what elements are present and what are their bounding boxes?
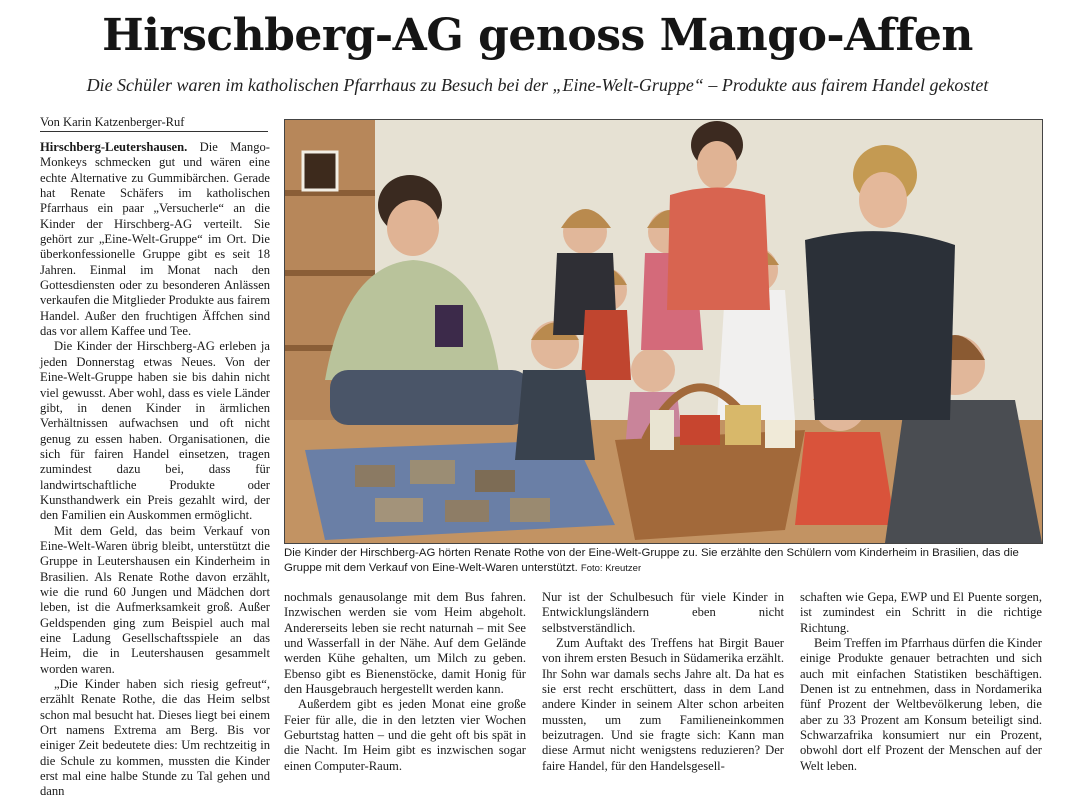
paragraph: nochmals genausolange mit dem Bus fahren. Inzwischen werden sie vom Heim abgeholt. Andererseits leben sie recht naturnah – mit See und Wasserfall in der Nähe. Auf dem Gelände werden Kühe gehalten, um Milch zu geben. Ebenso gibt es Bienenstöcke, damit Honig für den Hausgebrauch hergestellt werden kann. — [284, 590, 526, 697]
article-column-2 — [284, 590, 526, 774]
headline: Hirschberg-AG genoss Mango-Affen — [102, 10, 973, 61]
article-column-4 — [800, 590, 1042, 774]
photo-caption — [284, 546, 1041, 576]
paragraph: Die Kinder der Hirschberg-AG erleben ja jeden Donnerstag etwas Neues. Von der Eine-Welt-Gruppe haben sie bis dahin nicht viel gewusst. Aber wohl, dass es viele Länder gibt, in denen Kinder in ärmlichen Verhältnissen aufwachsen und oft nicht genug zu essen haben. Organisationen, die sich für fairen Handel einsetzen, tragen zumindest dazu bei, dass für landwirtschaftliche Produkte oder Kunsthandwerk ein Preis gezahlt wird, der den Familien ein Auskommen ermöglicht. — [40, 339, 270, 523]
photo-illustration — [285, 120, 1042, 543]
subheadline: Die Schüler waren im katholischen Pfarrhaus zu Besuch bei der „Eine-Welt-Gruppe“ – Produkte aus fairem Handel gekostet — [86, 75, 989, 95]
paragraph — [40, 140, 270, 339]
article-column-1 — [40, 140, 270, 800]
paragraph: Außerdem gibt es jeden Monat eine große Feier für alle, die in den letzten vier Wochen Geburtstag hatten – und die geht oft bis spät in die Nacht. Im Heim gibt es inzwischen sogar einen Computer-Raum. — [284, 697, 526, 773]
byline: Von Karin Katzenberger-Ruf — [40, 115, 268, 132]
photo-credit: Foto: Kreutzer — [580, 562, 642, 574]
paragraph: schaften wie Gepa, EWP und El Puente sorgen, ist zumindest ein Schritt in die richtige Richtung. — [800, 590, 1042, 635]
dateline: Hirschberg-Leutershausen. — [40, 140, 188, 154]
paragraph-text: Die Mango-Monkeys schmecken gut und wären eine echte Alternative zu Gummibärchen. Gerade hat Renate Schäfers im katholischen Pfarrhaus ein paar „Versucherle“ an die Kinder der Hirschberg-AG verteilt. Sie gehört zur „Eine-Welt-Gruppe“ im Ort. Die überkonfessionelle Gruppe gibt es seit 18 Jahren. Einmal im Monat nach den Gottesdiensten oder zu besonderen Anlässen verkaufen die Mitglieder Produkte aus fairem Handel. Außer den fruchtigen Äffchen sind das vor allem Kaffee und Tee. — [40, 140, 270, 339]
paragraph: „Die Kinder haben sich riesig gefreut“, erzählt Renate Rothe, die das Heim selbst schon mal besucht hat. Dieses liegt bei einem Ort namens Extrema am Berg. Bis vor einiger Zeit bedeutete dies: Um rechtzeitig in die Schule zu kommen, mussten die Kinder erst mal eine halbe Stunde zu Tal gehen und dann — [40, 677, 270, 799]
article-photo — [284, 119, 1043, 544]
paragraph: Beim Treffen im Pfarrhaus dürfen die Kinder einige Produkte genauer betrachten und sich auch mit einfachen Statistiken beschäftigen. Denen ist zu entnehmen, dass in Nordamerika fünf Prozent der Weltbevölkerung leben, die aber zu 33 Prozent am Konsum beteiligt sind. Schwarzafrika konsumiert nur ein Prozent, obwohl dort elf Prozent der Menschen auf der Welt leben. — [800, 636, 1042, 773]
article-column-3 — [542, 590, 784, 774]
paragraph: Zum Auftakt des Treffens hat Birgit Bauer von ihrem ersten Besuch in Südamerika erzählt. Ihr Sohn war damals sechs Jahre alt. Da hat es sie erst recht erschüttert, dass in dem Land andere Kinder in seinem Alter schon arbeiten mussten, um zum Familieneinkommen beizutragen. Und sie fragte sich: Kann man diese Armut nicht wenigstens reduzieren? Der faire Handel, für den Handelsgesell- — [542, 636, 784, 773]
paragraph: Nur ist der Schulbesuch für viele Kinder in Entwicklungsländern eben nicht selbstverständlich. — [542, 590, 784, 635]
caption-text: Die Kinder der Hirschberg-AG hörten Renate Rothe von der Eine-Welt-Gruppe zu. Sie erzählte den Schülern vom Kinderheim in Brasilien, das die Gruppe mit dem Verkauf von Eine-Welt-Waren unterstützt. — [284, 547, 1019, 574]
paragraph: Mit dem Geld, das beim Verkauf von Eine-Welt-Waren übrig bleibt, unterstützt die Gruppe in Leutershausen ein Kinderheim in Brasilien. Als Renate Rothe davon erzählt, wie die rund 60 Jungen und Mädchen dort leben, ist die Aufmerksamkeit groß. Außer Geldspenden ging zum Beispiel auch mal eine Ladung Gesellschaftsspiele an das Heim, die in Leutershausen gesammelt worden waren. — [40, 523, 270, 676]
